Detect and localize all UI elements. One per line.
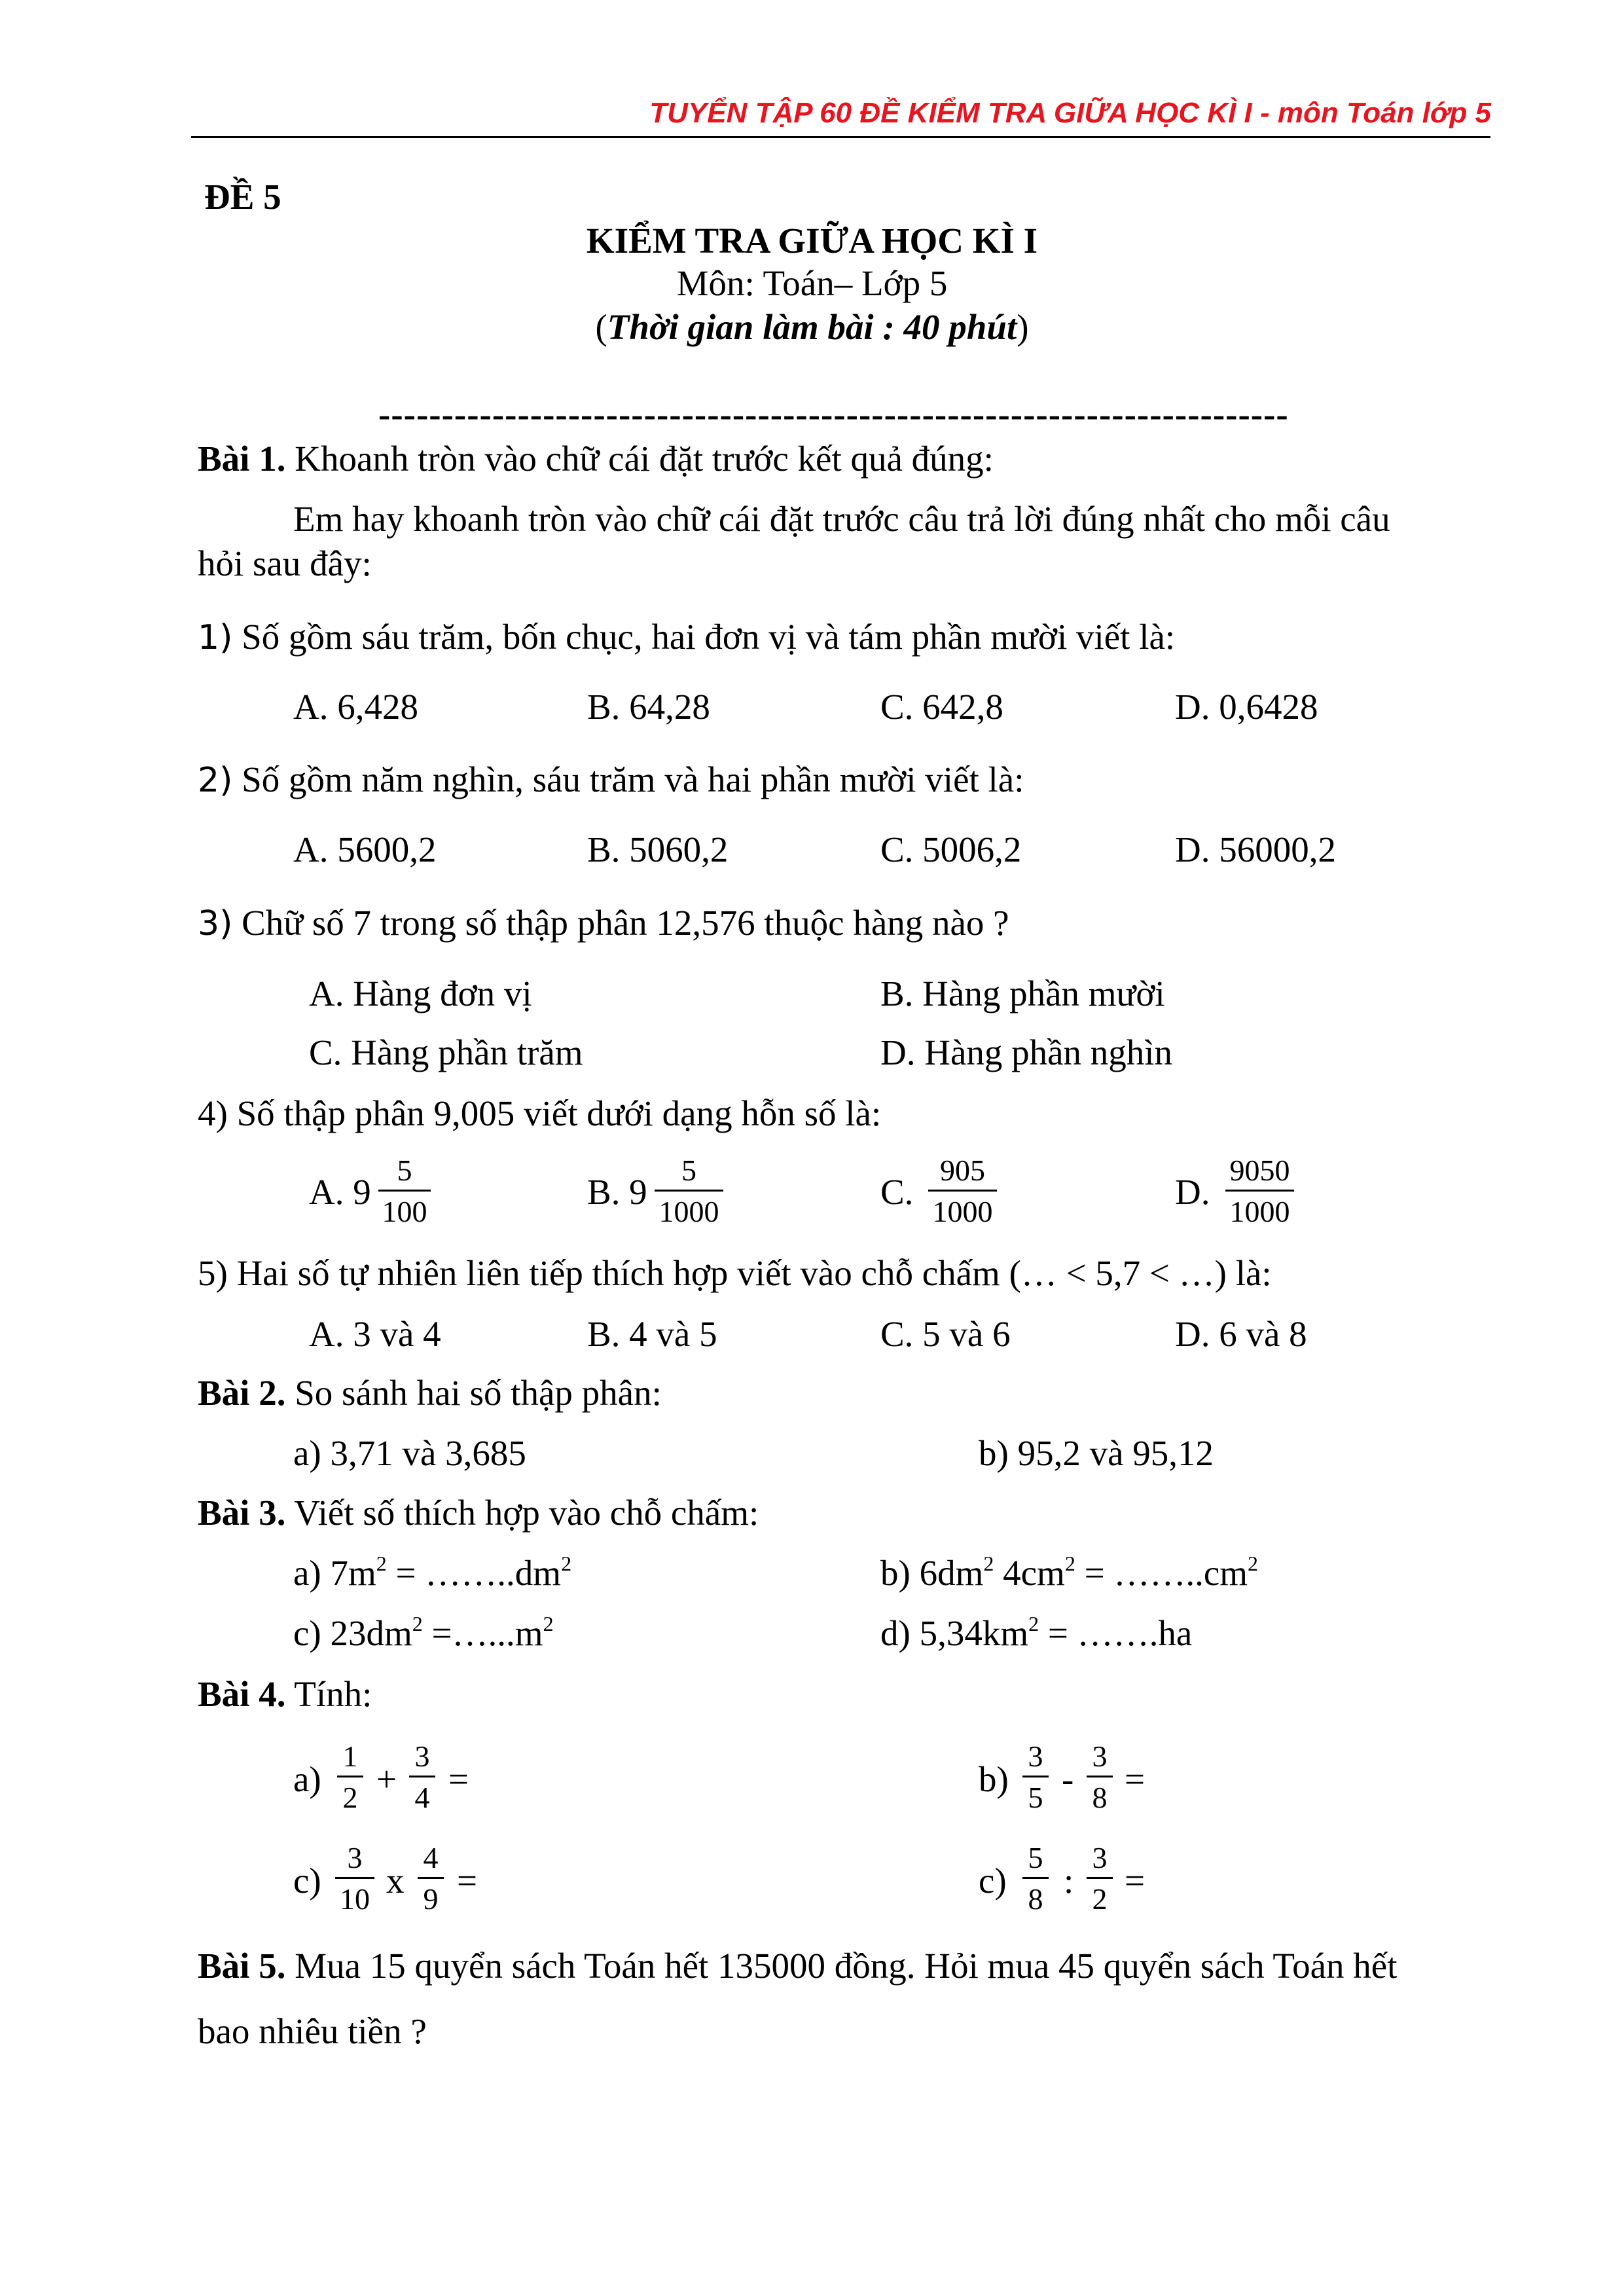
q4-option-c-label: C. xyxy=(880,1172,914,1212)
separator-line: ------------------------------------------------------------------------ xyxy=(378,394,1289,434)
bai4-c-operator: x xyxy=(386,1861,405,1901)
bai4-d-fraction-1: 5 8 xyxy=(1022,1843,1049,1914)
bai4-a-equals: = xyxy=(448,1759,469,1799)
q4-option-b-label: B. 9 xyxy=(587,1172,647,1212)
bai4-b-equals: = xyxy=(1125,1759,1146,1799)
q1-option-d: D. 0,6428 xyxy=(1175,687,1318,727)
question-5: 5) Hai số tự nhiên liên tiếp thích hợp viết vào chỗ chấm (… < 5,7 < …) là: xyxy=(198,1253,1272,1293)
bai4-d-equals: = xyxy=(1125,1861,1146,1901)
bai4-c-fraction-2: 4 9 xyxy=(418,1843,444,1914)
question-1: 1) Số gồm sáu trăm, bốn chục, hai đơn vị và tám phần mười viết là: xyxy=(198,617,1176,657)
bai1-intro-line2: hỏi sau đây: xyxy=(198,543,372,583)
q4-option-d-fraction: 9050 1000 xyxy=(1225,1156,1294,1227)
bai3-item-a: a) $7m^2$ = $\dots\dots..dm^2$ xyxy=(293,1552,572,1593)
bai3-item-b: b) $6dm^2$ $4cm^2$ = $\dots\dots..cm^2$ xyxy=(880,1552,1259,1593)
q4-option-a-fraction: 5 100 xyxy=(378,1156,431,1227)
bai4-c-fraction-1: 3 10 xyxy=(335,1843,374,1914)
q2-option-a: A. 5600,2 xyxy=(293,829,437,869)
bai5-heading: Bài 5. Mua 15 quyển sách Toán hết 135000 đồng. Hỏi mua 45 quyển sách Toán hết xyxy=(198,1946,1398,1986)
page-header-title: TUYỂN TẬP 60 ĐỀ KIỂM TRA GIỮA HỌC KÌ I - môn Toán lớp 5 xyxy=(649,97,1491,129)
q5-option-b: B. 4 và 5 xyxy=(587,1314,717,1354)
q2-option-c: C. 5006,2 xyxy=(880,829,1022,869)
bai4-c-equals: = xyxy=(457,1861,478,1901)
q1-option-a: A. 6,428 xyxy=(293,687,418,727)
q4-option-b-fraction: 5 1000 xyxy=(655,1156,723,1227)
bai4-a-operator: + xyxy=(376,1759,397,1799)
q3-option-d: D. Hàng phần nghìn xyxy=(880,1032,1173,1072)
q3-option-c: C. Hàng phần trăm xyxy=(309,1032,583,1072)
bai2-heading: Bài 2. So sánh hai số thập phân: xyxy=(198,1373,662,1413)
bai4-a-label: a) xyxy=(293,1759,321,1799)
q2-option-d: D. 56000,2 xyxy=(1175,829,1336,869)
bai5-line2: bao nhiêu tiền ? xyxy=(198,2011,427,2051)
q5-option-c: C. 5 và 6 xyxy=(880,1314,1011,1354)
q4-option-c-fraction: 905 1000 xyxy=(928,1156,997,1227)
q5-option-d: D. 6 và 8 xyxy=(1175,1314,1307,1354)
bai3-heading: Bài 3. Viết số thích hợp vào chỗ chấm: xyxy=(198,1493,759,1533)
bai3-item-c: c) $23dm^2$ $=\dots...m^2$ xyxy=(293,1612,554,1653)
bai4-d-operator: : xyxy=(1064,1861,1074,1901)
bai4-a-fraction-1: 1 2 xyxy=(337,1741,363,1813)
bai1-heading: Bài 1. Khoanh tròn vào chữ cái đặt trước kết quả đúng: xyxy=(198,439,994,479)
q1-option-b: B. 64,28 xyxy=(587,687,710,727)
q2-option-b: B. 5060,2 xyxy=(587,829,729,869)
exam-code: ĐỀ 5 xyxy=(204,177,281,217)
q3-option-b: B. Hàng phần mười xyxy=(880,974,1165,1013)
bai4-b-fraction-1: 3 5 xyxy=(1022,1741,1049,1813)
bai4-b-label: b) xyxy=(979,1759,1009,1799)
bai3-item-d: d) $5,34km^2$ = …….ha xyxy=(880,1612,1193,1653)
header-rule xyxy=(191,136,1490,138)
bai4-d-label: c) xyxy=(979,1861,1007,1901)
q3-option-a: A. Hàng đơn vị xyxy=(309,974,532,1013)
exam-subject: Môn: Toán– Lớp 5 xyxy=(676,263,948,303)
q5-option-a: A. 3 và 4 xyxy=(309,1314,441,1354)
bai1-intro-line1: Em hay khoanh tròn vào chữ cái đặt trước câu trả lời đúng nhất cho mỗi câu xyxy=(293,499,1390,539)
q4-option-a-label: A. 9 xyxy=(309,1172,371,1212)
question-4: 4) Số thập phân 9,005 viết dưới dạng hỗn số là: xyxy=(198,1093,882,1133)
q1-option-c: C. 642,8 xyxy=(880,687,1003,727)
bai4-d-fraction-2: 3 2 xyxy=(1087,1843,1113,1914)
bai4-b-operator: - xyxy=(1062,1759,1074,1799)
bai2-item-a: a) 3,71 và 3,685 xyxy=(293,1433,526,1473)
question-3: 3) Chữ số 7 trong số thập phân 12,576 thuộc hàng nào ? xyxy=(198,903,1009,943)
bai2-item-b: b) 95,2 và 95,12 xyxy=(979,1433,1214,1473)
bai4-a-fraction-2: 3 4 xyxy=(409,1741,435,1813)
bai4-c-label: c) xyxy=(293,1861,321,1901)
q4-option-d-label: D. xyxy=(1175,1172,1210,1212)
exam-time: (Thời gian làm bài : 40 phút) xyxy=(595,307,1029,347)
bai4-heading: Bài 4. Tính: xyxy=(198,1674,372,1714)
exam-title: KIỂM TRA GIỮA HỌC KÌ I xyxy=(586,221,1038,261)
question-2: 2) Số gồm năm nghìn, sáu trăm và hai phần mười viết là: xyxy=(198,759,1024,800)
bai4-b-fraction-2: 3 8 xyxy=(1087,1741,1113,1813)
